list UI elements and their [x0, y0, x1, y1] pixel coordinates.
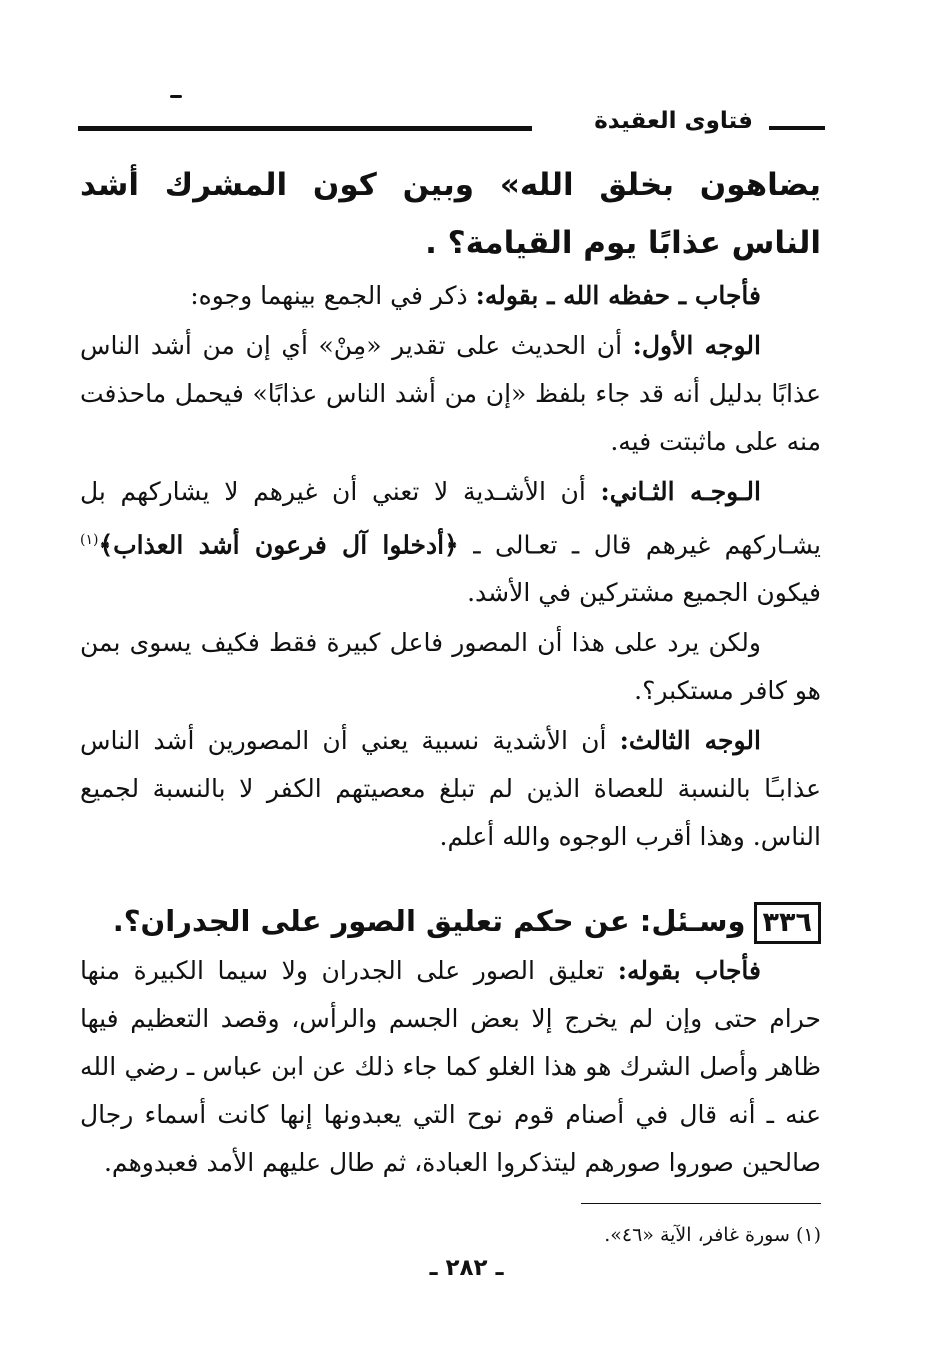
footnote-divider	[581, 1203, 821, 1204]
second-aspect-text-a: أن الأشـدية لا تعني أن غيرهم لا يشاركهم بل يشـاركهم غيرهم قال ـ تعـالى ـ	[80, 477, 821, 560]
answer-336-lead: فأجاب بقوله:	[617, 956, 762, 986]
page-content	[80, 156, 821, 1252]
second-aspect	[80, 468, 821, 617]
first-aspect-text: أن الحديث على تقدير «مِنْ» أي إن من أشد الناس عذابًا بدليل أنه قد جاء بلفظ «إن من أشد الناس عذابًا» فيحمل ماحذفت منه على ماثبتت فيه.	[80, 331, 821, 456]
footnote-ref: (١)	[80, 532, 99, 548]
header-dash	[769, 126, 825, 130]
objection-paragraph: ولكن يرد على هذا أن المصور فاعل كبيرة فقط فكيف يسوى بمن هو كافر مستكبر؟.	[80, 628, 821, 706]
question-continuation: يضاهون بخلق الله» وبين كون المشرك أشد الناس عذابًا يوم القيامة؟ .	[80, 167, 821, 261]
second-aspect-text-b: فيكون الجميع مشتركين في الأشد.	[467, 578, 821, 608]
third-aspect-lead: الوجه الثالث:	[619, 726, 761, 756]
answer-336	[80, 947, 821, 1187]
running-header	[78, 104, 825, 144]
answer-336-text: تعليق الصور على الجدران ولا سيما الكبيرة منها حرام حتى وإن لم يخرج إلا بعض الجسم والرأس، وقصد التعظيم فيها ظاهر وأصل الشرك هو هذا الغلو كما جاء ذلك عن ابن عباس ـ رضي الله عنه ـ أنه قال في أصنام قوم نوح التي يعبدونها إنها كانت أسماء رجال صالحين صوروا صورهم ليتذكروا العبادة، ثم طال عليهم الأمد فعبدوهم.	[80, 956, 821, 1178]
second-aspect-lead: الـوجـه الثـاني:	[600, 477, 761, 506]
footnote: (١) سورة غافر، الآية «٤٦».	[604, 1224, 821, 1247]
third-aspect	[80, 717, 821, 861]
header-rule	[78, 126, 532, 131]
ink-speck	[170, 95, 182, 98]
question-336-heading	[80, 895, 821, 947]
answer-intro	[80, 272, 821, 320]
question-336-text: وسـئل: عن حكم تعليق الصور على الجدران؟.	[112, 904, 746, 939]
page-number: ـ ٢٨٢ ـ	[429, 1255, 504, 1281]
answer-intro-lead: فأجاب ـ حفظه الله ـ بقوله:	[475, 281, 761, 310]
header-title: فتاوى العقيدة	[594, 108, 753, 134]
quran-quote: ﴿أدخلوا آل فرعون أشد العذاب﴾	[98, 530, 459, 560]
question-336-block	[80, 895, 821, 1187]
answer-intro-text: ذكر في الجمع بينهما وجوه:	[190, 281, 476, 310]
first-aspect-lead: الوجه الأول:	[632, 331, 761, 360]
question-number-box: ٣٣٦	[754, 902, 821, 944]
first-aspect	[80, 322, 821, 466]
third-aspect-text: أن الأشدية نسبية يعني أن المصورين أشد الناس عذابـًا بالنسبة للعصاة الذين لم تبلغ معصيتهم الكفر لا بالنسبة لجميع الناس. وهذا أقرب الوجوه والله أعلم.	[80, 726, 821, 852]
